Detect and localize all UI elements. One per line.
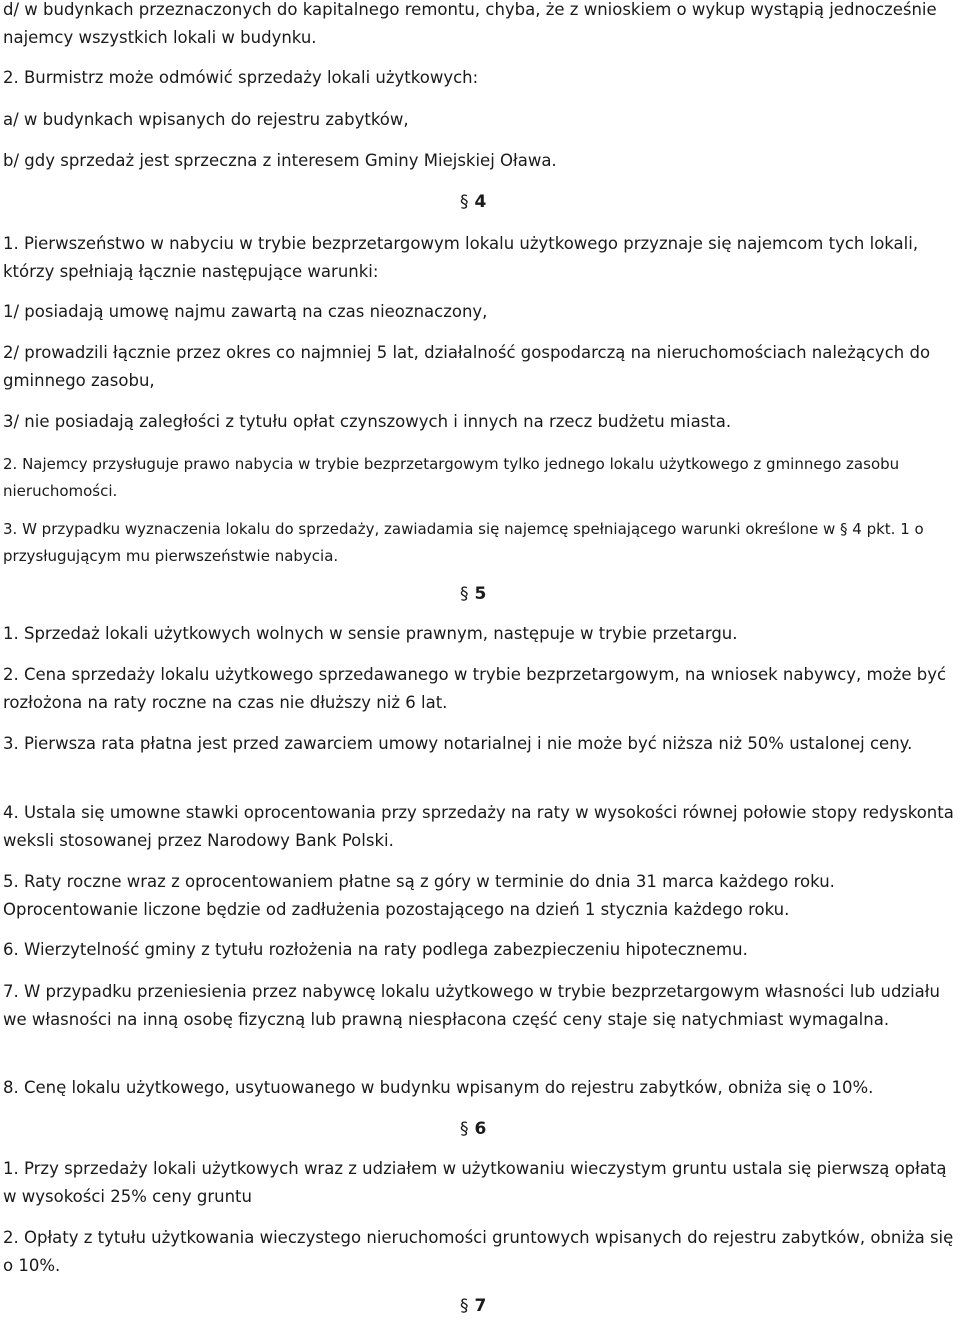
paragraph-5-7: 7. W przypadku przeniesienia przez nabywcę lokalu użytkowego w trybie bezprzetargowym własności lub udziału we własności na inną osobę fizyczną lub prawną niespłacona część ceny staje się natychmiast wymagalna. xyxy=(3,982,940,1029)
paragraph-4-1-2: 2/ prowadzili łącznie przez okres co najmniej 5 lat, działalność gospodarczą na nieruchomościach należących do gminnego zasobu, xyxy=(3,343,931,390)
paragraph-6-2: 2. Opłaty z tytułu użytkowania wieczystego nieruchomości gruntowych wpisanych do rejestru zabytków, obniża się o 10%. xyxy=(3,1228,954,1275)
paragraph-5-8: 8. Cenę lokalu użytkowego, usytuowanego w budynku wpisanym do rejestru zabytków, obniża się o 10%. xyxy=(3,1078,874,1097)
paragraph-b: b/ gdy sprzedaż jest sprzeczna z interesem Gminy Miejskiej Oława. xyxy=(3,151,557,170)
paragraph-5-3: 3. Pierwsza rata płatna jest przed zawarciem umowy notarialnej i nie może być niższa niż 50% ustalonej ceny. xyxy=(3,734,913,753)
paragraph-4-1-1: 1/ posiadają umowę najmu zawartą na czas nieoznaczony, xyxy=(3,302,488,321)
paragraph-2-burmistrz: 2. Burmistrz może odmówić sprzedaży lokali użytkowych: xyxy=(3,68,479,87)
section-7-heading: § 7 xyxy=(460,1296,487,1316)
paragraph-5-1: 1. Sprzedaż lokali użytkowych wolnych w sensie prawnym, następuje w trybie przetargu. xyxy=(3,624,738,643)
paragraph-4-3: 3. W przypadku wyznaczenia lokalu do sprzedaży, zawiadamia się najemcę spełniającego warunki określone w § 4 pkt. 1 o przysługującym mu pierwszeństwie nabycia. xyxy=(3,520,924,565)
paragraph-4-2: 2. Najemcy przysługuje prawo nabycia w trybie bezprzetargowym tylko jednego lokalu użytkowego z gminnego zasobu nieruchomości. xyxy=(3,455,900,500)
paragraph-5-5: 5. Raty roczne wraz z oprocentowaniem płatne są z góry w terminie do dnia 31 marca każdego roku. Oprocentowanie liczone będzie od zadłużenia pozostającego na dzień 1 stycznia każdego roku. xyxy=(3,872,835,919)
paragraph-4-1: 1. Pierwszeństwo w nabyciu w trybie bezprzetargowym lokalu użytkowego przyznaje się najemcom tych lokali, którzy spełniają łącznie następujące warunki: xyxy=(3,234,919,281)
paragraph-4-1-3: 3/ nie posiadają zaległości z tytułu opłat czynszowych i innych na rzecz budżetu miasta. xyxy=(3,412,732,431)
section-6-heading: § 6 xyxy=(460,1119,487,1139)
section-4-heading: § 4 xyxy=(460,192,487,212)
paragraph-5-4: 4. Ustala się umowne stawki oprocentowania przy sprzedaży na raty w wysokości równej połowie stopy redyskonta weksli stosowanej przez Narodowy Bank Polski. xyxy=(3,803,954,850)
paragraph-a: a/ w budynkach wpisanych do rejestru zabytków, xyxy=(3,110,409,129)
paragraph-5-6: 6. Wierzytelność gminy z tytułu rozłożenia na raty podlega zabezpieczeniu hipotecznemu. xyxy=(3,940,748,959)
paragraph-6-1: 1. Przy sprzedaży lokali użytkowych wraz z udziałem w użytkowaniu wieczystym gruntu ustala się pierwszą opłatą w wysokości 25% ceny gruntu xyxy=(3,1159,947,1206)
paragraph-d: d/ w budynkach przeznaczonych do kapitalnego remontu, chyba, że z wnioskiem o wykup wystąpią jednocześnie najemcy wszystkich lokali w budynku. xyxy=(3,0,937,47)
paragraph-5-2: 2. Cena sprzedaży lokalu użytkowego sprzedawanego w trybie bezprzetargowym, na wniosek nabywcy, może być rozłożona na raty roczne na czas nie dłuższy niż 6 lat. xyxy=(3,665,947,712)
section-5-heading: § 5 xyxy=(460,584,487,604)
